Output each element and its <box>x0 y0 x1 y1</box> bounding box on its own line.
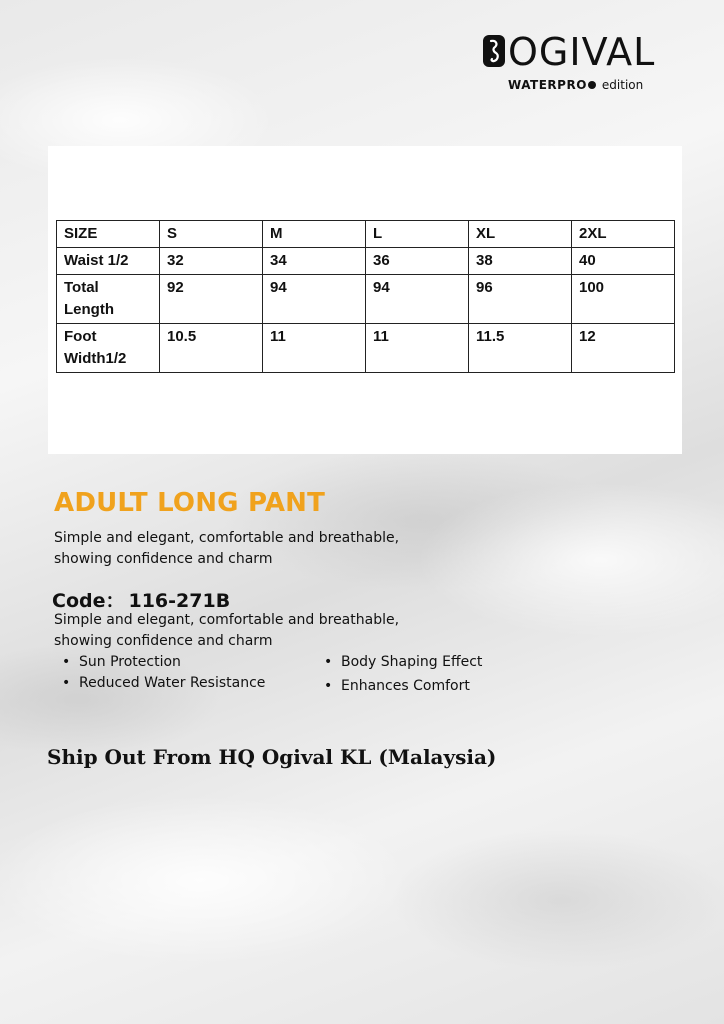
table-cell: Foot Width1/2 <box>57 324 160 373</box>
table-cell: Waist 1/2 <box>57 248 160 275</box>
sub-brand: WATERPRO <box>508 78 587 92</box>
table-header-cell: XL <box>469 221 572 248</box>
table-header-cell: SIZE <box>57 221 160 248</box>
list-item: • Body Shaping Effect <box>316 652 482 673</box>
brand-name: OGIVAL <box>508 30 656 74</box>
table-cell: 32 <box>160 248 263 275</box>
table-header-cell: L <box>366 221 469 248</box>
table-header-cell: S <box>160 221 263 248</box>
table-cell: 100 <box>572 275 675 324</box>
table-cell: 40 <box>572 248 675 275</box>
table-row <box>57 248 675 275</box>
table-cell: 11 <box>366 324 469 373</box>
product-description: Simple and elegant, comfortable and breathable, showing confidence and charm <box>54 530 400 567</box>
table-cell: 94 <box>263 275 366 324</box>
code-label: Code： <box>52 590 125 612</box>
edition-label: edition <box>601 78 644 92</box>
list-item: • Enhances Comfort <box>316 676 482 697</box>
feature-list-right <box>316 652 482 697</box>
table-header-cell: 2XL <box>572 221 675 248</box>
table-cell: 11 <box>263 324 366 373</box>
table-cell: 11.5 <box>469 324 572 373</box>
feature-list-left <box>54 652 265 694</box>
seahorse-logo-icon <box>482 34 508 68</box>
table-header-row <box>57 221 675 248</box>
brand-logo <box>482 30 672 100</box>
brand-subline <box>508 78 643 92</box>
table-cell: 96 <box>469 275 572 324</box>
list-item: • Sun Protection <box>54 652 265 673</box>
product-title: ADULT LONG PANT <box>54 488 326 518</box>
list-item: • Reduced Water Resistance <box>54 673 265 694</box>
size-chart-table <box>56 220 675 373</box>
product-description-secondary: Simple and elegant, comfortable and breathable, showing confidence and charm <box>54 612 400 649</box>
table-cell: 10.5 <box>160 324 263 373</box>
table-cell: 36 <box>366 248 469 275</box>
table-cell: 92 <box>160 275 263 324</box>
table-row <box>57 275 675 324</box>
table-cell: 94 <box>366 275 469 324</box>
table-cell: Total Length <box>57 275 160 324</box>
table-cell: 12 <box>572 324 675 373</box>
table-header-cell: M <box>263 221 366 248</box>
table-cell: 34 <box>263 248 366 275</box>
size-chart-card <box>48 146 682 454</box>
shipping-note: Ship Out From HQ Ogival KL (Malaysia) <box>47 745 497 769</box>
code-value: 116-271B <box>128 590 231 612</box>
dot-icon <box>588 81 596 89</box>
product-code <box>52 586 230 613</box>
table-row <box>57 324 675 373</box>
table-cell: 38 <box>469 248 572 275</box>
